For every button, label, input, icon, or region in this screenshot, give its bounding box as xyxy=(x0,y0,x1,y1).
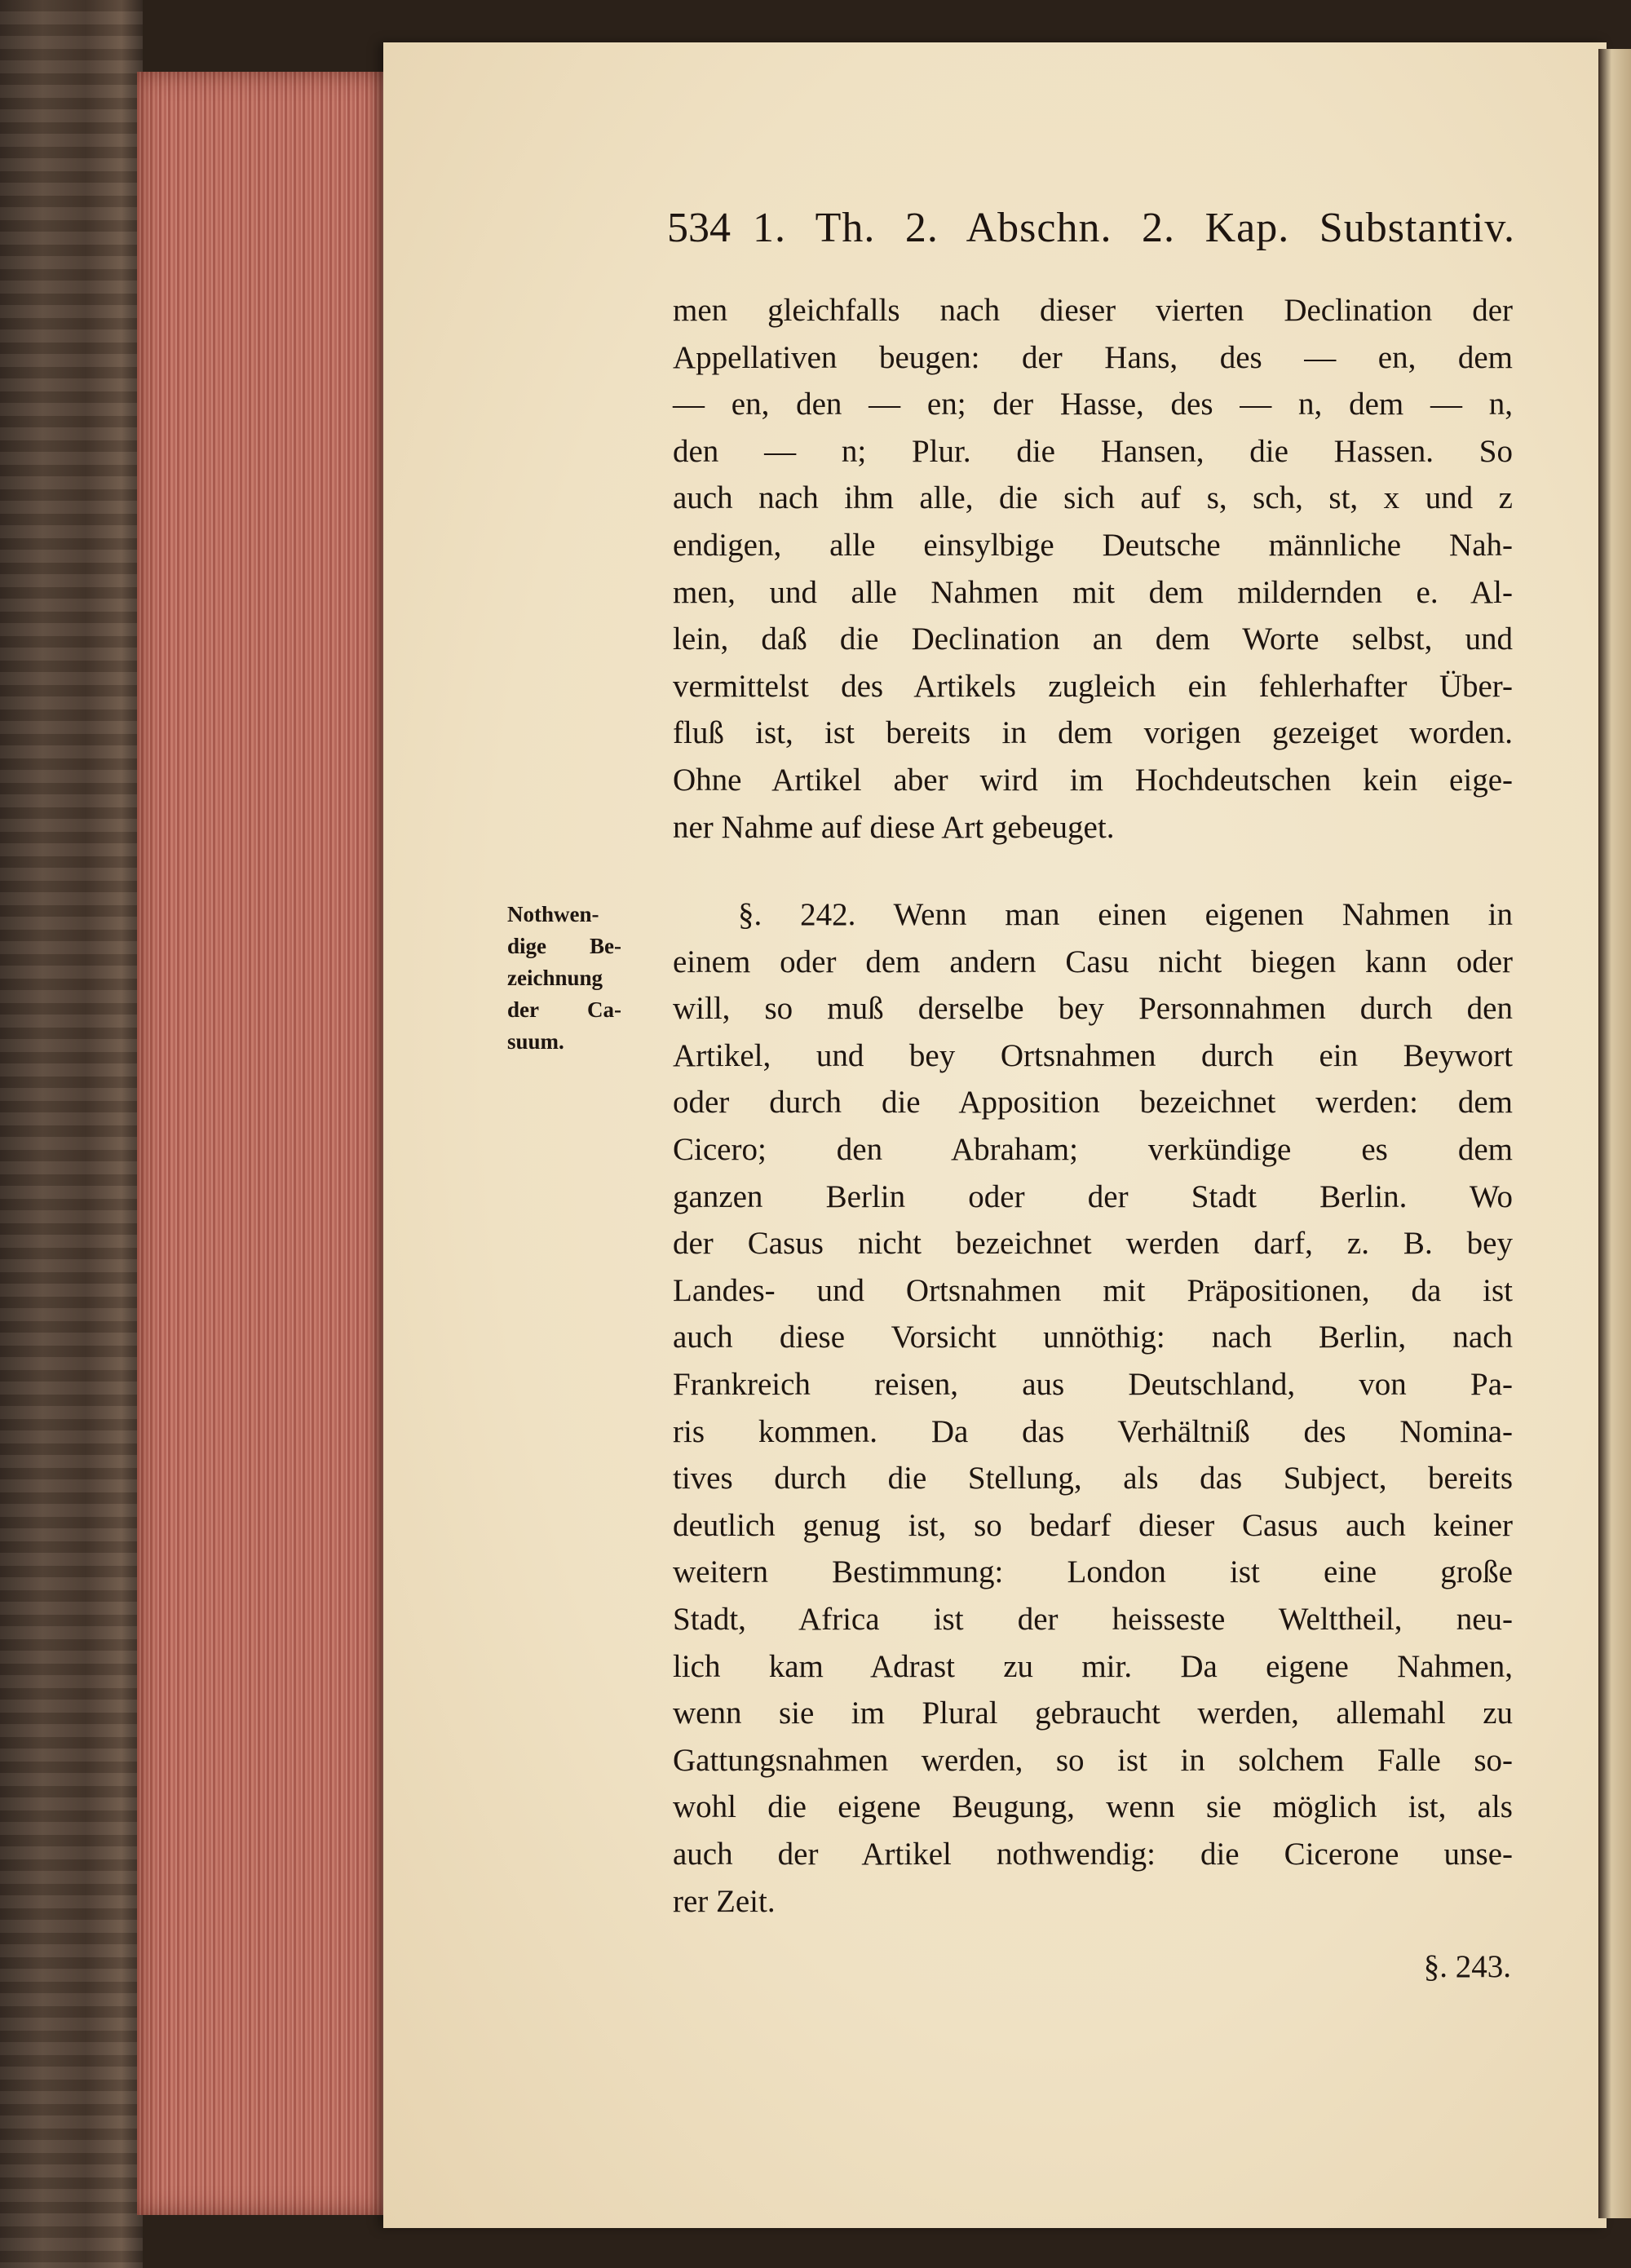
text-line: Gattungsnahmen werden, so ist in solchem Falle so- xyxy=(673,1742,1513,1778)
text-line: lein, daß die Declination an dem Worte selbst, und xyxy=(673,621,1513,657)
text-line: Landes- und Ortsnahmen mit Präpositionen, da ist xyxy=(673,1272,1513,1308)
page-number: 534 xyxy=(667,205,731,251)
text-line: tives durch die Stellung, als das Subject, bereits xyxy=(673,1461,1513,1497)
text-line: Appellativen beugen: der Hans, des — en, dem xyxy=(673,339,1513,375)
text-line: deutlich genug ist, so bedarf dieser Casus auch keiner xyxy=(673,1507,1513,1543)
book-cover xyxy=(0,0,143,2268)
text-line: den — n; Plur. die Hansen, die Hassen. So xyxy=(673,433,1513,469)
text-line: will, so muß derselbe bey Personnahmen durch den xyxy=(673,991,1513,1027)
text-line: Frankreich reisen, aus Deutschland, von Pa- xyxy=(673,1367,1513,1402)
marginal-note-line: Nothwen- xyxy=(507,902,599,926)
text-line: wenn sie im Plural gebraucht werden, allemahl zu xyxy=(673,1695,1513,1731)
text-line: fluß ist, ist bereits in dem vorigen gezeiget worden. xyxy=(673,715,1513,751)
page-edges xyxy=(137,72,386,2215)
text-line: endigen, alle einsylbige Deutsche männliche Nah- xyxy=(673,528,1513,563)
text-line: lich kam Adrast zu mir. Da eigene Nahmen, xyxy=(673,1648,1513,1684)
text-line: ner Nahme auf diese Art gebeuget. xyxy=(673,809,1115,845)
marginal-note-line: dige Be- xyxy=(507,934,621,958)
text-line: oder durch die Apposition bezeichnet werden: dem xyxy=(673,1085,1513,1121)
text-line: auch der Artikel nothwendig: die Cicerone unse- xyxy=(673,1837,1513,1872)
text-line: auch nach ihm alle, die sich auf s, sch, st, x und z xyxy=(673,480,1513,516)
running-header xyxy=(667,204,1515,261)
next-page-edge xyxy=(1598,49,1631,2218)
text-line: einem oder dem andern Casu nicht biegen kann oder xyxy=(673,944,1513,979)
marginal-note-line: suum. xyxy=(507,1029,564,1054)
text-line: Cicero; den Abraham; verkündige es dem xyxy=(673,1132,1513,1167)
text-line: weitern Bestimmung: London ist eine große xyxy=(673,1554,1513,1590)
text-line: auch diese Vorsicht unnöthig: nach Berlin, nach xyxy=(673,1320,1513,1355)
text-line: Artikel, und bey Ortsnahmen durch ein Beywort xyxy=(673,1037,1513,1073)
text-line: rer Zeit. xyxy=(673,1883,776,1919)
marginal-note-line: zeichnung xyxy=(507,966,603,990)
text-line: wohl die eigene Beugung, wenn sie möglich ist, als xyxy=(673,1789,1513,1825)
text-line: der Casus nicht bezeichnet werden darf, z. B. bey xyxy=(673,1226,1513,1262)
running-title: 1. Th. 2. Abschn. 2. Kap. Substantiv. xyxy=(753,205,1515,251)
text-line: — en, den — en; der Hasse, des — n, dem — n, xyxy=(673,387,1513,422)
text-line: men, und alle Nahmen mit dem mildernden e. Al- xyxy=(673,574,1513,610)
text-line: men gleichfalls nach dieser vierten Declination der xyxy=(673,293,1513,328)
text-line: Stadt, Africa ist der heisseste Welttheil, neu- xyxy=(673,1602,1513,1637)
marginal-note-line: der Ca- xyxy=(507,997,621,1022)
catchword: §. 243. xyxy=(1423,1949,1511,1984)
text-line: ganzen Berlin oder der Stadt Berlin. Wo xyxy=(673,1178,1513,1214)
text-line: Ohne Artikel aber wird im Hochdeutschen kein eige- xyxy=(673,763,1513,798)
text-line: vermittelst des Artikels zugleich ein fehlerhafter Über- xyxy=(673,668,1513,704)
text-line: ris kommen. Da das Verhältniß des Nomina- xyxy=(673,1413,1513,1449)
text-line: §. 242. Wenn man einen eigenen Nahmen in xyxy=(738,897,1513,932)
